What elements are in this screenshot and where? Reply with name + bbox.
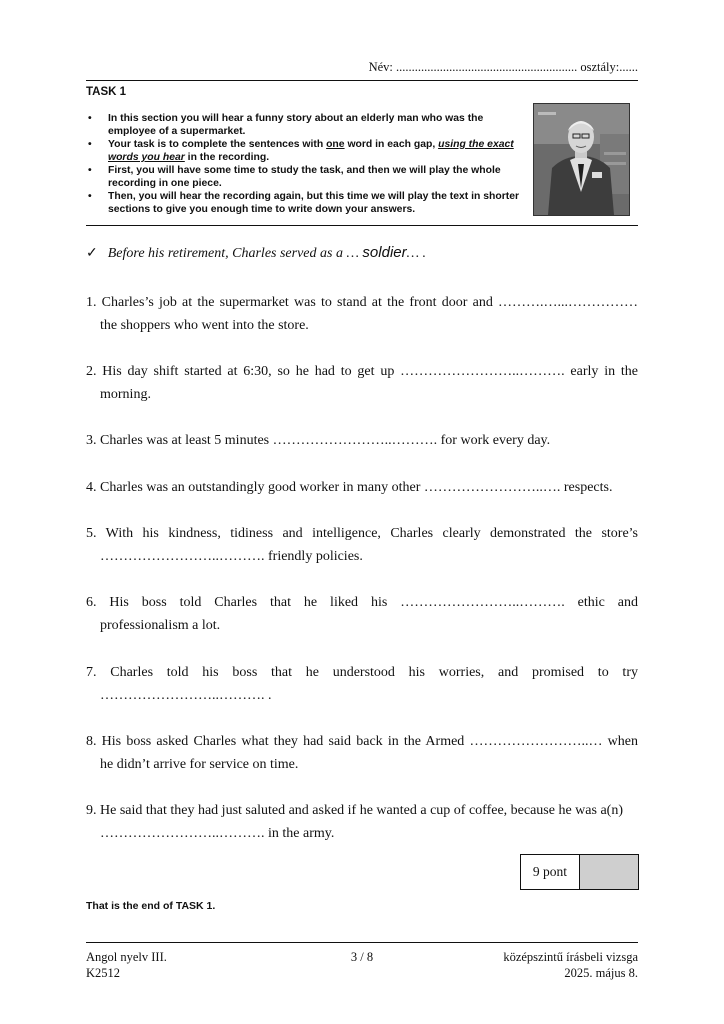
question-line: 5. With his kindness, tidiness and intelligence, Charles clearly demonstrated the store’s: [86, 526, 638, 541]
example-text: … .: [406, 246, 427, 261]
example-answer: soldier: [362, 244, 407, 261]
question-8: [86, 730, 638, 776]
score-box: [520, 854, 639, 890]
footer-right: [503, 949, 638, 981]
question-line: 4. Charles was an outstandingly good worker in many other ……………………..…. respects.: [86, 480, 613, 495]
section-divider: [86, 225, 638, 226]
question-line: ……………………..………. friendly policies.: [100, 549, 363, 564]
bullet-icon: •: [88, 139, 92, 150]
subject-name: Angol nyelv III.: [86, 950, 167, 964]
question-line: the shoppers who went into the store.: [100, 318, 309, 333]
question-line: 9. He said that they had just saluted and asked if he wanted a cup of coffee, because he was a(n): [86, 803, 623, 818]
page-number: 3 / 8: [350, 950, 374, 964]
question-6: [86, 591, 638, 637]
name-class-line: Név: .......................................................... osztály:......: [368, 60, 638, 74]
instruction-text: Then, you will hear the recording again, but this time we will play the text in shorter sections to give you enough time to write down your answers.: [108, 191, 520, 215]
exam-code: K2512: [86, 966, 121, 980]
footer-divider: [86, 942, 638, 943]
header-divider: [86, 80, 638, 81]
question-5: [86, 522, 638, 568]
question-3: [86, 429, 638, 452]
instruction-item: [86, 190, 520, 216]
instruction-item: [86, 112, 520, 138]
question-4: [86, 476, 638, 499]
instructions-list: [86, 112, 520, 216]
instruction-emphasis: one: [326, 139, 345, 150]
question-1: [86, 291, 638, 337]
question-line: 7. Charles told his boss that he understood his worries, and promised to try: [86, 665, 638, 680]
question-line: 8. His boss asked Charles what they had said back in the Armed ……………………..… when: [86, 734, 638, 749]
question-line: 3. Charles was at least 5 minutes ……………………..………. for work every day.: [86, 433, 551, 448]
instruction-text: First, you will have some time to study the task, and then we will play the whole recording in one piece.: [108, 165, 501, 189]
instruction-text: In this section you will hear a funny story about an elderly man who was the employee of a supermarket.: [108, 113, 484, 137]
instruction-text: Your task is to complete the sentences with: [108, 139, 327, 150]
question-line: ……………………..………. .: [100, 688, 272, 703]
bullet-icon: •: [88, 113, 92, 124]
score-label: 9 pont: [521, 855, 580, 889]
example-text: Before his retirement, Charles served as a …: [107, 246, 363, 261]
end-of-task-text: That is the end of TASK 1.: [86, 900, 216, 912]
instruction-item: [86, 164, 520, 190]
question-2: [86, 360, 638, 406]
exam-level: középszintű írásbeli vizsga: [503, 950, 638, 964]
example-sentence: [86, 244, 426, 262]
instruction-text: in the recording.: [184, 152, 270, 163]
elderly-man-photo: [533, 103, 630, 216]
question-line: he didn’t arrive for service on time.: [100, 757, 299, 772]
bullet-icon: •: [88, 191, 92, 202]
instruction-item: [86, 138, 520, 164]
question-line: professionalism a lot.: [100, 618, 221, 633]
bullet-icon: •: [88, 165, 92, 176]
question-line: morning.: [100, 387, 151, 402]
question-line: 1. Charles’s job at the supermarket was to stand at the front door and ……….…...……………: [86, 295, 638, 310]
task-title: TASK 1: [86, 86, 127, 98]
question-7: [86, 661, 638, 707]
exam-date: 2025. május 8.: [564, 966, 638, 980]
question-line: 6. His boss told Charles that he liked his ……………………..………. ethic and: [86, 595, 638, 610]
question-9: [86, 799, 638, 845]
question-line: 2. His day shift started at 6:30, so he had to get up ……………………..………. early in the: [86, 364, 638, 379]
question-line: ……………………..………. in the army.: [100, 826, 335, 841]
checkmark-icon: ✓: [86, 246, 98, 261]
score-entry-box: [580, 855, 638, 889]
instruction-text: word in each gap,: [344, 139, 439, 150]
instruction-emphasis: using the exact words you hear: [108, 139, 514, 163]
